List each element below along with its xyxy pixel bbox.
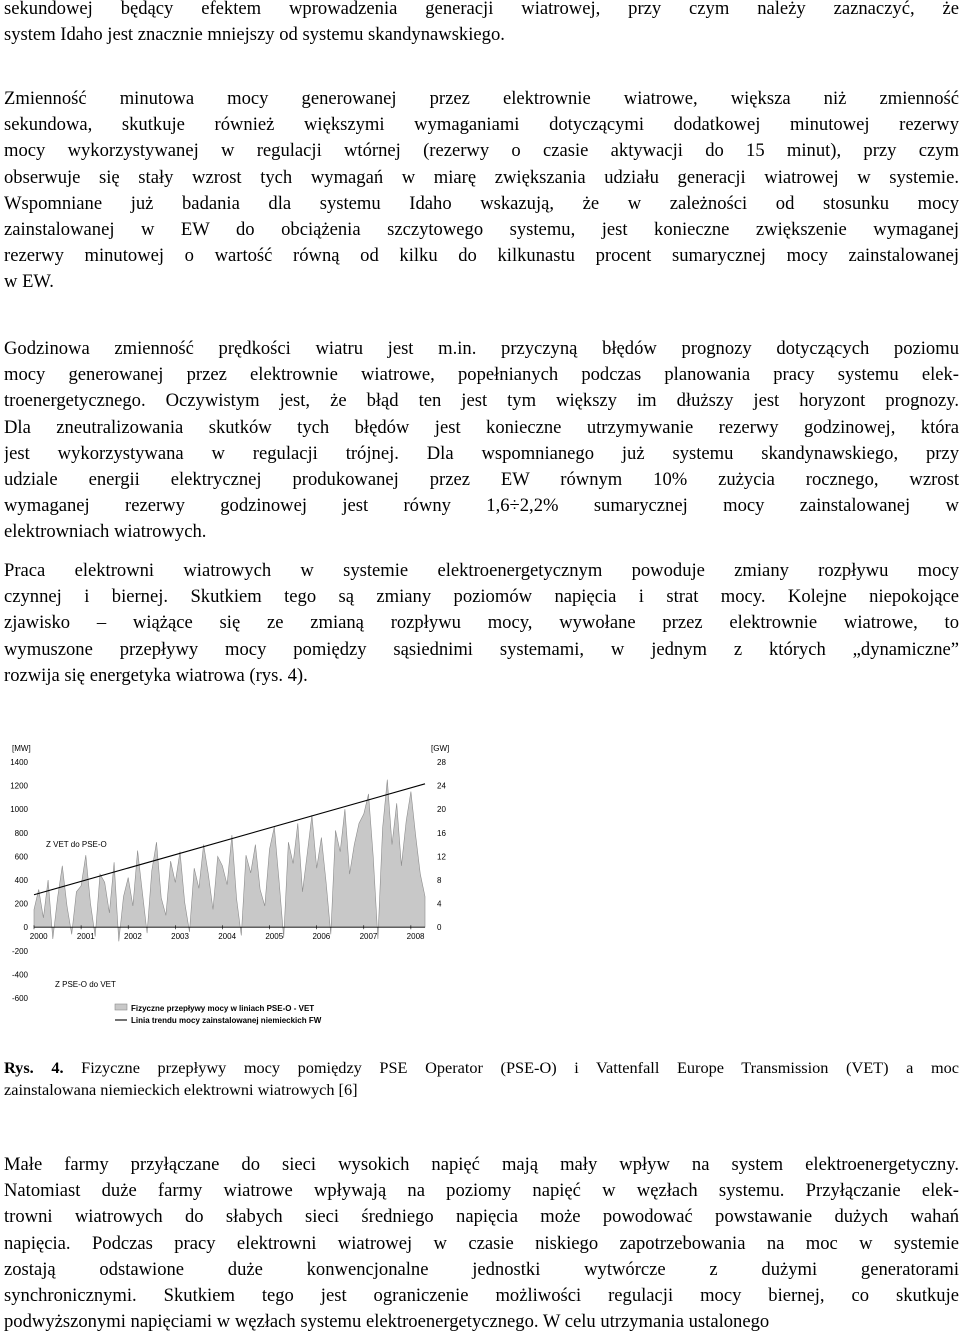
paragraph-3 — [4, 336, 959, 546]
caption-line-1 — [4, 1057, 959, 1079]
text-line: zostają odstawione duże konwencjonalne jednostki wytwórcze z dużymi generatorami — [4, 1258, 959, 1280]
text-line: sekundowej będący efektem wprowadzenia generacji wiatrowej, przy czym należy zaznaczyć, że — [4, 0, 959, 19]
text-line: udziale energii elektrycznej produkowanej przez EW równym 10% zużycia rocznego, wzrost — [4, 468, 959, 490]
text-line: system Idaho jest znacznie mniejszy od systemu skandynawskiego. — [4, 24, 505, 46]
legend-swatch-area — [115, 1004, 127, 1010]
left-tick-label: 800 — [14, 828, 28, 838]
x-tick-label: 2007 — [359, 932, 378, 942]
legend-label-line: Linia trendu mocy zainstalowanej niemieckich FW — [131, 1016, 322, 1025]
text-line: rozwija się energetyka wiatrowa (rys. 4). — [4, 664, 308, 686]
chart-svg — [0, 728, 480, 1040]
x-tick-label: 2001 — [76, 932, 95, 942]
right-tick-label: 24 — [437, 781, 446, 791]
left-tick-label: 0 — [23, 923, 28, 933]
right-tick-label: 20 — [437, 805, 446, 815]
text-line: jest wykorzystywana w regulacji trójnej. Dla wspomnianego już systemu skandynawskiego, przy — [4, 442, 959, 464]
left-tick-label: 600 — [14, 852, 28, 862]
x-tick-label: 2003 — [171, 932, 189, 942]
text-line: trowni wiatrowych do słabych sieci średniego napięcia może powodować powstawanie dużych wahań — [4, 1206, 959, 1228]
right-tick-label: 4 — [437, 899, 442, 909]
x-tick-label: 2004 — [218, 932, 237, 942]
text-line: Dla zneutralizowania skutków tych błędów jest konieczne utrzymywanie rezerwy godzinowej, która — [4, 416, 959, 438]
text-line: Zmienność minutowa mocy generowanej przez elektrownie wiatrowe, większa niż zmienność — [4, 88, 959, 109]
text-line: zjawisko – wiążące się ze zmianą rozpływu mocy, wywołane przez elektrownie wiatrowe, to — [4, 612, 959, 634]
right-tick-label: 8 — [437, 876, 442, 885]
caption-text-1: Fizyczne przepływy mocy pomiędzy PSE Operator (PSE-O) i Vattenfall Europe Transmission (VET) a moc — [63, 1058, 959, 1077]
x-tick-label: 2002 — [124, 932, 142, 942]
text-line: wymaganej rezerwy godzinowej jest równy 1,6÷2,2% sumarycznej mocy zainstalowanej w — [4, 495, 959, 517]
x-tick-label: 2008 — [406, 932, 425, 942]
legend-label-area: Fizyczne przepływy mocy w liniach PSE-O - VET — [131, 1004, 315, 1013]
paragraph-5 — [4, 1152, 959, 1335]
left-tick-label: 1200 — [10, 781, 28, 791]
text-line: synchronicznymi. Skutkiem tego jest ograniczenie możliwości regulacji mocy biernej, co skutkuje — [4, 1284, 959, 1306]
text-line: obserwuje się stały wzrost tych wymagań w miarę zwiększania udziału generacji wiatrowej w systemie. — [4, 166, 959, 188]
text-line: Wspomniane już badania dla systemu Idaho wskazują, że w zależności od stosunku mocy — [4, 192, 959, 214]
x-tick-label: 2000 — [29, 932, 48, 942]
left-tick-label: 1400 — [10, 758, 28, 767]
caption-line-2: zainstalowana niemieckich elektrowni wiatrowych [6] — [4, 1079, 358, 1099]
left-tick-label: 400 — [14, 876, 28, 885]
text-line: wymuszone przepływy mocy pomiędzy sąsiednimi systemami, w jednym z których „dynamiczne” — [4, 638, 959, 660]
text-line: Praca elektrowni wiatrowych w systemie elektroenergetycznym powoduje zmiany rozpływu mocy — [4, 560, 959, 581]
annotation-to-vet: Z PSE-O do VET — [55, 980, 116, 989]
paragraph-4 — [4, 558, 959, 689]
text-line: podwyższonymi napięciami w węzłach systemu elektroenergetycznego. W celu utrzymania ustalonego — [4, 1311, 770, 1333]
figure-caption — [4, 1057, 959, 1100]
figure-power-flow-chart — [0, 728, 480, 1040]
text-line: Natomiast duże farmy wiatrowe wpływają na poziomy napięć w węzłach systemu. Przyłączanie elek- — [4, 1180, 959, 1202]
right-tick-label: 12 — [437, 852, 446, 862]
text-line: Godzinowa zmienność prędkości wiatru jest m.in. przyczyną błędów prognozy dotyczących poziomu — [4, 338, 959, 359]
text-line: troenergetycznego. Oczywistym jest, że błąd ten jest tym większy im dłuższy jest horyzont prognozy. — [4, 390, 959, 412]
text-line: elektrowniach wiatrowych. — [4, 521, 207, 543]
right-tick-label: 16 — [437, 828, 446, 838]
right-tick-label: 0 — [437, 923, 442, 933]
left-tick-label: 1000 — [10, 805, 28, 815]
right-tick-label: 28 — [437, 758, 446, 767]
text-line: w EW. — [4, 271, 54, 293]
text-line: czynnej i biernej. Skutkiem tego są zmiany poziomów napięcia i strat mocy. Kolejne niepokojące — [4, 586, 959, 608]
caption-label: Rys. 4. — [4, 1058, 64, 1077]
x-tick-label: 2006 — [312, 932, 331, 942]
text-line: sekundowa, skutkuje również większymi wymaganiami dotyczącymi dodatkowej minutowej rezerwy — [4, 114, 959, 136]
left-tick-label: -600 — [11, 994, 28, 1003]
text-line: mocy generowanej przez elektrownie wiatrowe, popełnianych podczas planowania pracy systemu elek- — [4, 364, 959, 386]
text-line: rezerwy minutowej o wartość równą od kilku do kilkunastu procent sumarycznej mocy zainstalowanej — [4, 245, 959, 267]
paragraph-1 — [4, 0, 959, 48]
annotation-to-pse: Z VET do PSE-O — [46, 840, 107, 849]
left-tick-label: -200 — [11, 946, 28, 956]
text-line: mocy wykorzystywanej w regulacji wtórnej (rezerwy o czasie aktywacji do 15 minut), przy czym — [4, 140, 959, 162]
text-line: Małe farmy przyłączane do sieci wysokich napięć mają mały wpływ na system elektroenergetyczny. — [4, 1154, 959, 1175]
flow-area-series — [34, 780, 425, 942]
left-axis-unit-label: [MW] — [12, 744, 31, 753]
paragraph-2 — [4, 86, 959, 296]
x-tick-label: 2005 — [265, 932, 284, 942]
text-line: zainstalowanej w EW do obciążenia szczytowego systemu, jest konieczne zwiększenie wymaganej — [4, 218, 959, 240]
right-axis-unit-label: [GW] — [431, 744, 450, 753]
left-tick-label: 200 — [14, 899, 28, 909]
left-tick-label: -400 — [11, 970, 28, 980]
text-line: napięcia. Podczas pracy elektrowni wiatrowej w czasie niskiego zapotrzebowania na moc w systemie — [4, 1232, 959, 1254]
